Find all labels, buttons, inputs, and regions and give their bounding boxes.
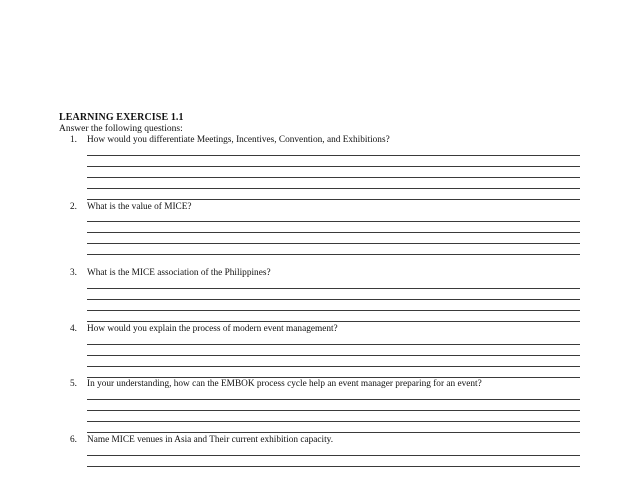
answer-line[interactable] bbox=[87, 421, 580, 422]
answer-line[interactable] bbox=[87, 288, 580, 289]
question-6 bbox=[70, 435, 333, 445]
question-number: 4. bbox=[70, 324, 77, 334]
answer-line[interactable] bbox=[87, 166, 580, 167]
answer-line[interactable] bbox=[87, 221, 580, 222]
question-number: 1. bbox=[70, 135, 77, 145]
answer-line[interactable] bbox=[87, 366, 580, 367]
answer-line[interactable] bbox=[87, 355, 580, 356]
question-1 bbox=[70, 135, 390, 145]
answer-line[interactable] bbox=[87, 455, 580, 456]
question-3 bbox=[70, 268, 271, 278]
answer-line[interactable] bbox=[87, 310, 580, 311]
question-number: 3. bbox=[70, 268, 77, 278]
answer-line[interactable] bbox=[87, 254, 580, 255]
answer-line[interactable] bbox=[87, 377, 580, 378]
answer-line[interactable] bbox=[87, 155, 580, 156]
answer-line[interactable] bbox=[87, 243, 580, 244]
answer-line[interactable] bbox=[87, 399, 580, 400]
instructions-text: Answer the following questions: bbox=[59, 124, 183, 134]
question-text: In your understanding, how can the EMBOK process cycle help an event manager preparing for an event? bbox=[87, 379, 482, 389]
answer-line[interactable] bbox=[87, 466, 580, 467]
question-5 bbox=[70, 379, 482, 389]
question-text: What is the MICE association of the Philippines? bbox=[87, 268, 271, 278]
answer-line[interactable] bbox=[87, 321, 580, 322]
question-text: How would you differentiate Meetings, Incentives, Convention, and Exhibitions? bbox=[87, 135, 390, 145]
question-number: 2. bbox=[70, 202, 77, 212]
answer-line[interactable] bbox=[87, 232, 580, 233]
question-2 bbox=[70, 202, 192, 212]
answer-line[interactable] bbox=[87, 299, 580, 300]
question-4 bbox=[70, 324, 338, 334]
answer-line[interactable] bbox=[87, 177, 580, 178]
answer-line[interactable] bbox=[87, 199, 580, 200]
question-text: What is the value of MICE? bbox=[87, 202, 192, 212]
question-text: How would you explain the process of modern event management? bbox=[87, 324, 338, 334]
answer-line[interactable] bbox=[87, 344, 580, 345]
question-number: 6. bbox=[70, 435, 77, 445]
question-text: Name MICE venues in Asia and Their current exhibition capacity. bbox=[87, 435, 334, 445]
question-number: 5. bbox=[70, 379, 77, 389]
answer-line[interactable] bbox=[87, 188, 580, 189]
exercise-title: LEARNING EXERCISE 1.1 bbox=[59, 112, 184, 123]
answer-line[interactable] bbox=[87, 432, 580, 433]
answer-line[interactable] bbox=[87, 410, 580, 411]
